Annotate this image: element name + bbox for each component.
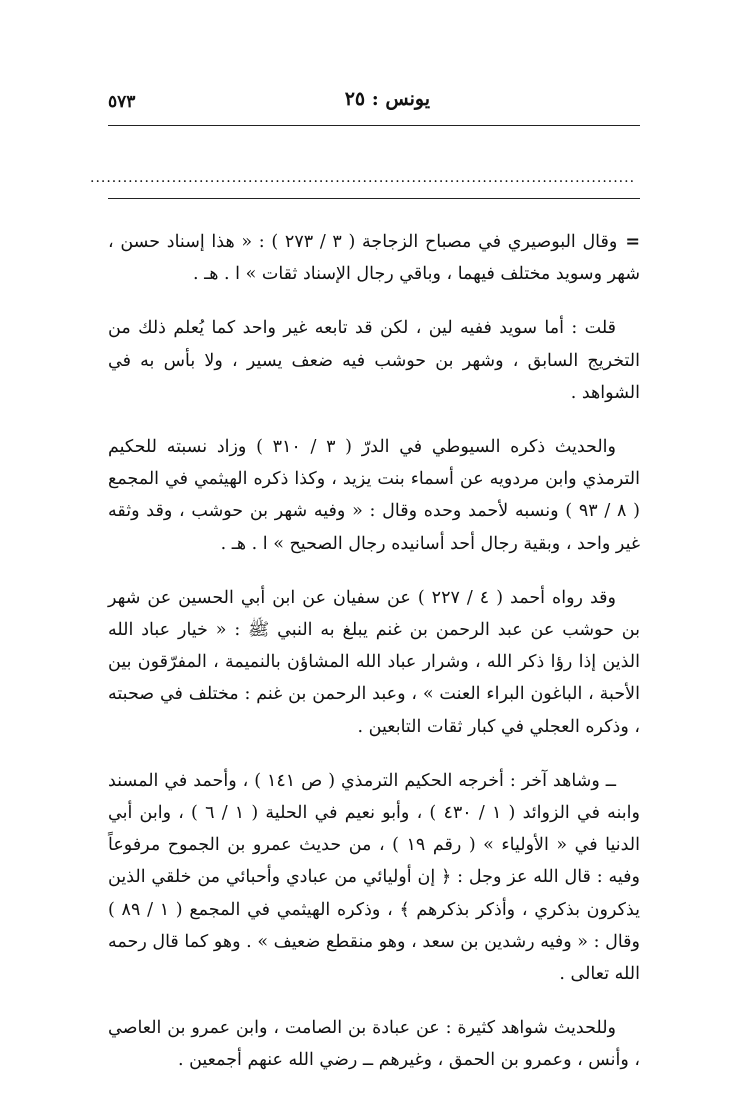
chapter-verse-title: يونس : ٢٥	[344, 88, 430, 110]
paragraph-1	[108, 226, 640, 290]
paragraph-4: وقد رواه أحمد ( ٤ / ٢٢٧ ) عن سفيان عن ابن أبي الحسين عن شهر بن حوشب عن عبد الرحمن بن غنم يبلغ به النبي ﷺ : « خيار عباد الله الذين إذا رؤا ذكر الله ، وشرار عباد الله المشاؤن بالنميمة ، المفرّقون بين الأحبة ، الباغون البراء العنت » ، وعبد الرحمن بن غنم : مختلف في صحبته ، وذكره العجلي في كبار ثقات التابعين .	[108, 587, 640, 737]
continuation-marker: =	[625, 232, 640, 252]
page-number: ٥٧٣	[108, 92, 136, 112]
paragraph-3: والحديث ذكره السيوطي في الدرّ ( ٣ / ٣١٠ ) وزاد نسبته للحكيم الترمذي وابن مردويه عن أسماء بنت يزيد ، وكذا ذكره الهيثمي في المجمع ( ٨ / ٩٣ ) ونسبه لأحمد وحده وقال : « وفيه شهر بن حوشب ، وقد وثقه غير واحد ، وبقية رجال أحد أسانيده رجال الصحيح » ا . هـ .	[108, 437, 640, 554]
dotted-separator: ....................................................................................................	[90, 170, 636, 184]
header-rule	[108, 125, 640, 126]
paragraph-text: وقال البوصيري في مصباح الزجاجة ( ٣ / ٢٧٣ ) : « هذا إسناد حسن ، شهر وسويد مختلف فيهما ، وباقي رجال الإسناد ثقات » ا . هـ .	[108, 232, 640, 285]
paragraph-2: قلت : أما سويد ففيه لين ، لكن قد تابعه غير واحد كما يُعلم ذلك من التخريج السابق ، وشهر بن حوشب فيه ضعف يسير ، ولا بأس به في الشواهد .	[108, 318, 640, 403]
footnote-body	[108, 226, 640, 1099]
page-header	[108, 88, 640, 118]
paragraph-5: ــ وشاهد آخر : أخرجه الحكيم الترمذي ( ص ١٤١ ) ، وأحمد في المسند وابنه في الزوائد ( ١ / ٤٣٠ ) ، وأبو نعيم في الحلية ( ١ / ٦ ) ، وابن أبي الدنيا في « الأولياء » ( رقم ١٩ ) ، من حديث عمرو بن الجموح مرفوعاً وفيه : قال الله عز وجل : ﴿ إن أوليائي من عبادي وأحبائي من خلقي الذين يذكرون بذكري ، وأذكر بذكرهم ﴾ ، وذكره الهيثمي في المجمع ( ١ / ٨٩ ) وقال : « وفيه رشدين بن سعد ، وهو منقطع ضعيف » . وهو كما قال رحمه الله تعالى .	[108, 770, 641, 985]
footnote-rule	[108, 198, 640, 199]
paragraph-6: وللحديث شواهد كثيرة : عن عبادة بن الصامت ، وابن عمرو بن العاصي ، وأنس ، وعمرو بن الحمق ، وغيرهم ــ رضي الله عنهم أجمعين .	[108, 1018, 640, 1071]
